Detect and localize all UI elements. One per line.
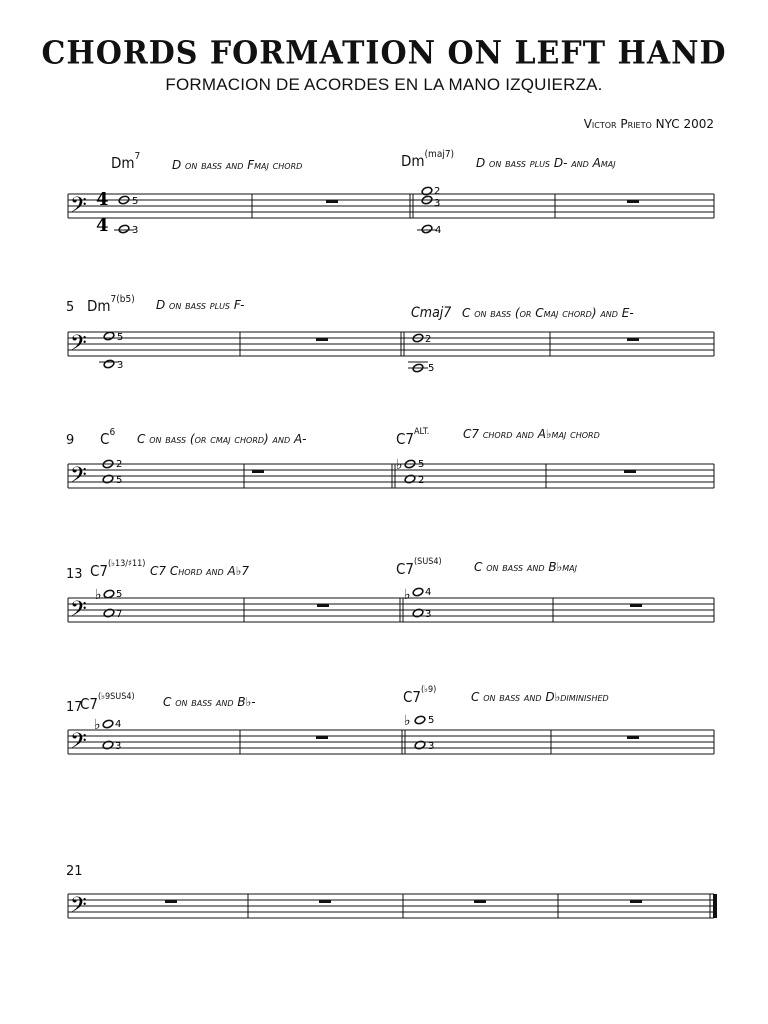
- note-head: [414, 715, 426, 725]
- chord-symbol: Cmaj7: [411, 305, 452, 321]
- chord-description: C on bass and B♭-: [163, 695, 256, 709]
- fingering-number: 3: [115, 741, 122, 752]
- fingering-number: 2: [434, 186, 441, 197]
- note-head: [118, 224, 130, 234]
- whole-rest: [252, 470, 264, 473]
- measure-number: 21: [66, 864, 83, 879]
- measure-number: 5: [66, 300, 75, 315]
- chord-symbol: $C7^{(♭9)}$: [403, 685, 437, 706]
- note-head: [103, 359, 115, 369]
- bass-clef-icon: 𝄢: [70, 893, 87, 923]
- fingering-number: 5: [428, 363, 435, 374]
- fingering-number: 2: [116, 459, 123, 470]
- composer-credit: Victor Prieto NYC 2002: [583, 117, 714, 131]
- chord-symbol: $Dm^{7(b5)}$: [87, 294, 135, 315]
- fingering-number: 3: [132, 225, 139, 236]
- fingering-number: 3: [425, 609, 432, 620]
- flat-accidental: ♭: [94, 717, 101, 733]
- chord-description: C on bass (or Cmaj chord) and E-: [462, 306, 634, 320]
- measure-number: 17: [66, 700, 83, 715]
- whole-rest: [630, 604, 642, 607]
- page-title: CHORDS FORMATION ON LEFT HAND: [41, 35, 727, 72]
- final-barline: [713, 894, 717, 918]
- whole-rest: [316, 338, 328, 341]
- flat-accidental: ♭: [95, 587, 102, 603]
- chord-description: C on bass and B♭maj: [474, 560, 577, 574]
- staff: [0, 584, 768, 644]
- staff: [0, 318, 768, 378]
- staff: [0, 880, 768, 940]
- bass-clef-icon: 𝄢: [70, 729, 87, 759]
- flat-accidental: ♭: [396, 457, 403, 473]
- fingering-number: 4: [435, 225, 442, 236]
- chord-symbol: $C7^{(♭9SUS4)}$: [80, 692, 135, 713]
- note-head: [103, 331, 115, 341]
- chord-symbol: $C^6$: [100, 427, 116, 448]
- whole-rest: [627, 200, 639, 203]
- fingering-number: 5: [116, 589, 123, 600]
- whole-rest: [326, 200, 338, 203]
- fingering-number: 3: [428, 741, 435, 752]
- note-head: [102, 719, 114, 729]
- chord-description: C7 chord and A♭maj chord: [463, 427, 600, 441]
- whole-rest: [630, 900, 642, 903]
- fingering-number: 5: [132, 196, 139, 207]
- whole-rest: [624, 470, 636, 473]
- fingering-number: 3: [117, 360, 124, 371]
- flat-accidental: ♭: [404, 587, 411, 603]
- whole-rest: [316, 736, 328, 739]
- chord-symbol: Dm$^7$: [111, 151, 141, 172]
- fingering-number: 4: [425, 587, 432, 598]
- chord-description: D on bass and Fmaj chord: [172, 158, 303, 172]
- bass-clef-icon: 𝄢: [70, 463, 87, 493]
- note-head: [412, 587, 424, 597]
- fingering-number: 5: [418, 459, 425, 470]
- chord-description: C on bass (or cmaj chord) and A-: [137, 432, 307, 446]
- whole-rest: [627, 736, 639, 739]
- time-signature-top: 4: [96, 189, 109, 210]
- flat-accidental: ♭: [404, 713, 411, 729]
- note-head: [103, 589, 115, 599]
- chord-symbol: $C7^{ALT.}$: [396, 427, 430, 448]
- chord-symbol: $Dm^{(maj7)}$: [401, 149, 455, 170]
- fingering-number: 5: [117, 332, 124, 343]
- fingering-number: 3: [434, 198, 441, 209]
- chord-symbol: $C7^{(♭13/♯11)}$: [90, 559, 146, 580]
- chord-description: D on bass plus F-: [156, 298, 245, 312]
- chord-description: C7 Chord and A♭7: [150, 564, 249, 578]
- chord-description: C on bass and D♭diminished: [471, 690, 609, 704]
- whole-rest: [627, 338, 639, 341]
- whole-rest: [317, 604, 329, 607]
- staff: [0, 180, 768, 240]
- measure-number: 13: [66, 567, 83, 582]
- fingering-number: 2: [425, 334, 432, 345]
- chord-description: D on bass plus D- and Amaj: [476, 156, 616, 170]
- page-subtitle: FORMACION DE ACORDES EN LA MANO IZQUIERZA.: [165, 75, 603, 94]
- fingering-number: 7: [116, 609, 123, 620]
- note-head: [421, 224, 433, 234]
- whole-rest: [165, 900, 177, 903]
- fingering-number: 2: [418, 475, 425, 486]
- time-signature-bottom: 4: [96, 215, 109, 236]
- bass-clef-icon: 𝄢: [70, 193, 87, 223]
- staff: [0, 450, 768, 510]
- fingering-number: 5: [428, 715, 435, 726]
- fingering-number: 5: [116, 475, 123, 486]
- measure-number: 9: [66, 433, 75, 448]
- chord-symbol: $C7^{(SUS4)}$: [396, 557, 442, 578]
- whole-rest: [319, 900, 331, 903]
- whole-rest: [474, 900, 486, 903]
- bass-clef-icon: 𝄢: [70, 331, 87, 361]
- fingering-number: 4: [115, 719, 122, 730]
- bass-clef-icon: 𝄢: [70, 597, 87, 627]
- staff: [0, 713, 768, 776]
